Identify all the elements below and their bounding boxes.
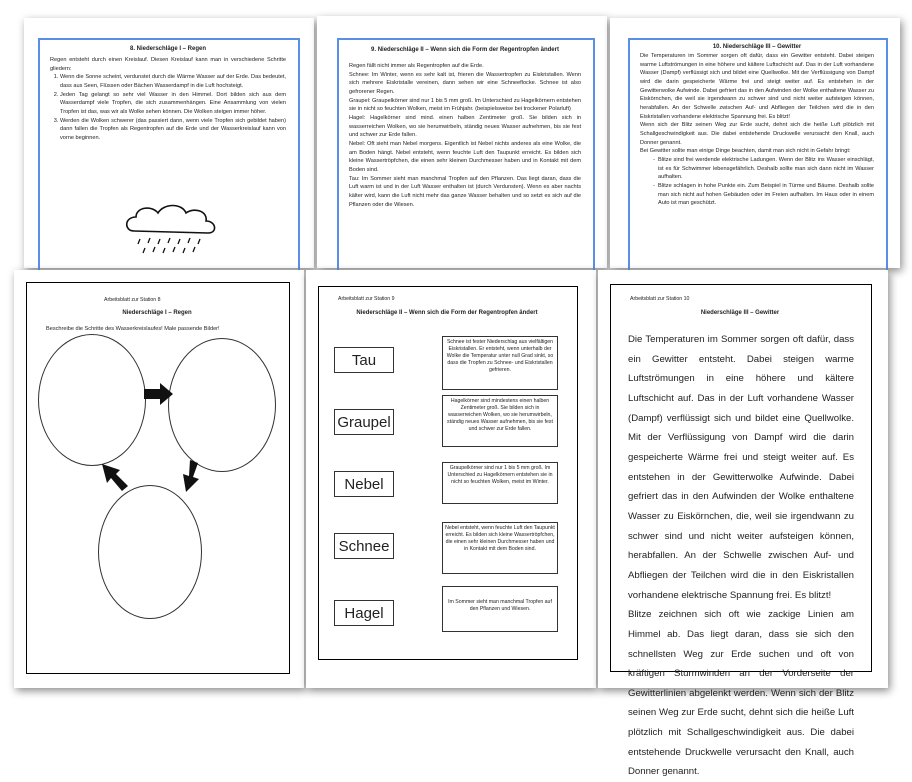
word-card-graupel[interactable]: Graupel [334,409,394,435]
paragraph: Die Temperaturen im Sommer sorgen oft dafür, dass ein Gewitter entsteht. Dabei steigen warme Luftströmungen in eine höhere und kältere Luftschicht auf. Das in der Luft vorhandene Wasser (Dampf) verflüssigt sich und bildet eine Quellwolke. Mit der Verflüssigung von Dampf wird die darin gespeicherte Wärme frei und steigt weiter auf. Es entstehen in der Gewitterwolke Aufwinde. Dabei gefriert das in den Aufwinden der Wolke enthaltene Wasser zu Eiskörnchen, die weil sie irgendwann zu schwer sind und nicht weiter aufsteigen können, herabfallen. An der Schwelle zwischen Auf- und Abfliegen der Teilchen wird die in den Eiskristallen vorhandene elektrische Spannung frei. Es blitzt! [640,53,874,120]
page-title: 9. Niederschläge II – Wenn sich die Form der Regentropfen ändert [371,47,559,53]
page-title: 10. Niederschläge III – Gewitter [712,44,802,50]
worksheet-header: Arbeitsblatt zur Station 8 [104,297,161,303]
safety-list [640,156,874,208]
worksheet-9 [306,270,596,688]
drawing-circle-2[interactable] [168,338,276,472]
definition-card[interactable]: Graupelkörner sind nur 1 bis 5 mm groß. Im Unterschied zu Hagelkörnern entstehen sie in nicht so feuchten Wolken, meist im Winter. [442,462,558,504]
task-text: Beschreibe die Schritte des Wasserkreislaufes! Male passende Bilder! [46,326,220,332]
drawing-circle-3[interactable] [98,485,202,619]
page-title: Niederschläge III – Gewitter [700,310,780,316]
list-item: 2. Jeden Tag gelangt so sehr viel Wasser in den Himmel. Dort bilden sich aus dem Wasserdampf viele Tropfen, die sich zusammenhängen. Eine Ansammlung von vielen Tropfen ist das, was wir als Wolke sehen können. Die Wolken steigen immer höher. [60,91,286,117]
paragraph: Tau: Im Sommer sieht man manchmal Tropfen auf den Pflanzen. Das liegt daran, dass die Luft warm ist und in der Luft Wasser enthalten ist (durch Verdunsten). Wenn es aber nachts kälter wird, kann die Luft nicht mehr das ganze Wasser behalten und so setzt es sich auf die Pflanzen oder die Wiesen. [349,175,581,208]
page-title: Niederschläge II – Wenn sich die Form der Regentropfen ändert [356,310,538,316]
body-text: Die Temperaturen im Sommer sorgen oft dafür, dass ein Gewitter entsteht. Dabei steigen warme Luftströmungen in eine höhere und kältere Luftschicht auf. Das in der Luft vorhandene Wasser (Dampf) verflüssigt sich und bildet eine Quellwolke. Mit der Verflüssigung von Dampf wird die darin gespeicherte Wärme frei und steigt weiter auf. Es entstehen in der Gewitterwolke Aufwinde. Dabei gefriert das in den Aufwinden der Wolke enthaltene Wasser zu Eiskörnchen, die, weil sie irgendwann zu schwer sind und nicht weiter aufsteigen können, herabfallen. An der Schwelle zwischen Auf- und Abfliegen der Teilchen wird die in den Eiskristallen vorhandene elektrische Spannung frei. Es blitzt! [628,334,854,601]
worksheet-header: Arbeitsblatt zur Station 10 [630,296,690,302]
arrow-up-icon [98,460,132,492]
arrow-down-icon [176,460,206,494]
word-card-nebel[interactable]: Nebel [334,471,394,497]
top-page-9 [317,16,607,268]
paragraph: Graupel: Graupelkörner sind nur 1 bis 5 mm groß. Im Unterschied zu Hagelkörnern entstehen sie in nicht so feuchten Wolken, meist im Frühjahr. (beispielsweise bei trockener Polarluft) [349,97,581,113]
paragraph: Schnee: Im Winter, wenn es sehr kalt ist, frieren die Wassertropfen zu Eiskristallen. Wenn sich mehrere Eiskristalle vereinen, dann sehen wir eine Schneeflocke. Schnee ist also gefrorener Regen. [349,71,581,95]
worksheet-8 [14,270,304,688]
definition-card[interactable]: Hagelkörner sind mindestens einen halben Zentimeter groß. Sie bilden sich in wasserreichen Wolken, wo sie herumwirbeln, ständig neues Wasser aufnehmen, bis sie fest und schwer zur Erde fallen. [442,395,558,447]
definition-card[interactable]: Im Sommer sieht man manchmal Tropfen auf den Pflanzen und Wiesen. [442,586,558,632]
list-item: 3. Werden die Wolken schwerer (das passiert dann, wenn viele Tropfen sich gebildet haben) dann fallen die Tropfen als Regentropfen auf die Erde und der Wasserkreislauf kann von vorne beginnen. [60,117,286,143]
top-page-10 [610,18,900,268]
top-page-8 [24,18,314,268]
paragraph: Wenn sich der Blitz seinen Weg zur Erde sucht, dehnt sich die heiße Luft plötzlich mit Schallgeschwindigkeit aus. Die dabei entstehende Druckwelle verursacht den Knall, auch Donner genannt. [640,122,874,146]
paragraph: Regen fällt nicht immer als Regentropfen auf die Erde. [349,63,484,69]
arrow-right-icon [144,383,174,405]
list-item: 1. Wenn die Sonne scheint, verdunstet durch die Wärme Wasser auf der Erde. Das bedeutet, dass aus Seen, Flüssen oder Bächen Wasserdampf in die Luft hochsteigt. [60,73,286,90]
list-item: - Blitze sind frei werdende elektrische Ladungen. Wenn der Blitz ins Wasser einschlägt, ist es für Schwimmer lebensgefährlich. Deshalb sollte man sich dann nicht im Wasser aufhalten. [658,156,874,182]
word-card-tau[interactable]: Tau [334,347,394,373]
definition-card[interactable]: Nebel entsteht, wenn feuchte Luft den Taupunkt erreicht. Es bilden sich kleine Wassertröpfchen, die einen sehr kleinen Durchmesser haben und in Kontakt mit dem Boden sind. [442,522,558,574]
worksheet-header: Arbeitsblatt zur Station 9 [338,296,395,302]
word-card-hagel[interactable]: Hagel [334,600,394,626]
step-list [50,73,286,142]
word-card-schnee[interactable]: Schnee [334,533,394,559]
body-text: Blitze zeichnen sich oft wie zackige Linien am Himmel ab. Das liegt daran, dass sie sich den schnellsten Weg zur Erde suchen und oft von kräftigen Sturmwinden an der Vorderseite der Gewitterlinien abgelenkt werden. Wenn sich der Blitz seinen Weg zur Erde sucht, dehnt sich die heiße Luft plötzlich mit Schallgeschwindigkeit aus. Die dabei entstehende Druckwelle verursacht den Knall, auch Donner genannt. [628,609,854,778]
paragraph: Bei Gewitter sollte man einige Dinge beachten, damit man sich nicht in Gefahr bringt: [640,148,851,155]
list-item: - Blitze schlagen in hohe Punkte ein. Zum Beispiel in Türme und Bäume. Deshalb sollte man sich nicht auf hohen Gebäuden oder im Freien aufhalten. Im Haus oder in einem Auto ist man geschützt. [658,182,874,208]
intro-text: Regen entsteht durch einen Kreislauf. Diesen Kreislauf kann man in verschiedene Schritte gliedern: [50,57,286,72]
paragraph: Hagel: Hagelkörner sind mind. einen halben Zentimeter groß. Sie bilden sich in wasserreichen Wolken, wo sie herumwirbeln, ständig neues Wasser aufnehmen, bis sie fest und schwer zur Erde fallen. [349,114,581,139]
worksheet-10 [598,270,888,778]
drawing-circle-1[interactable] [38,334,146,466]
definition-card[interactable]: Schnee ist fester Niederschlag aus vielfältigen Eiskristallen. Er entsteht, wenn unterhalb der Wolke die Temperatur unter null Grad sinkt, so dass die Tropfen zu Schnee- und Eiskristallen gefrieren. [442,336,558,390]
rain-cloud-icon [120,201,230,259]
page-title: Niederschläge I – Regen [122,310,192,316]
paragraph: Nebel: Oft sieht man Nebel morgens. Eigentlich ist Nebel nichts anderes als eine Wolke, die am Boden hängt. Nebel entsteht, wenn feuchte Luft den Taupunkt erreicht. Es bilden sich kleine Wassertröpfchen, die einen sehr kleinen Durchmesser haben und in Kontakt mit dem Boden sind. [349,140,581,173]
page-title: 8. Niederschläge I – Regen [129,46,207,52]
